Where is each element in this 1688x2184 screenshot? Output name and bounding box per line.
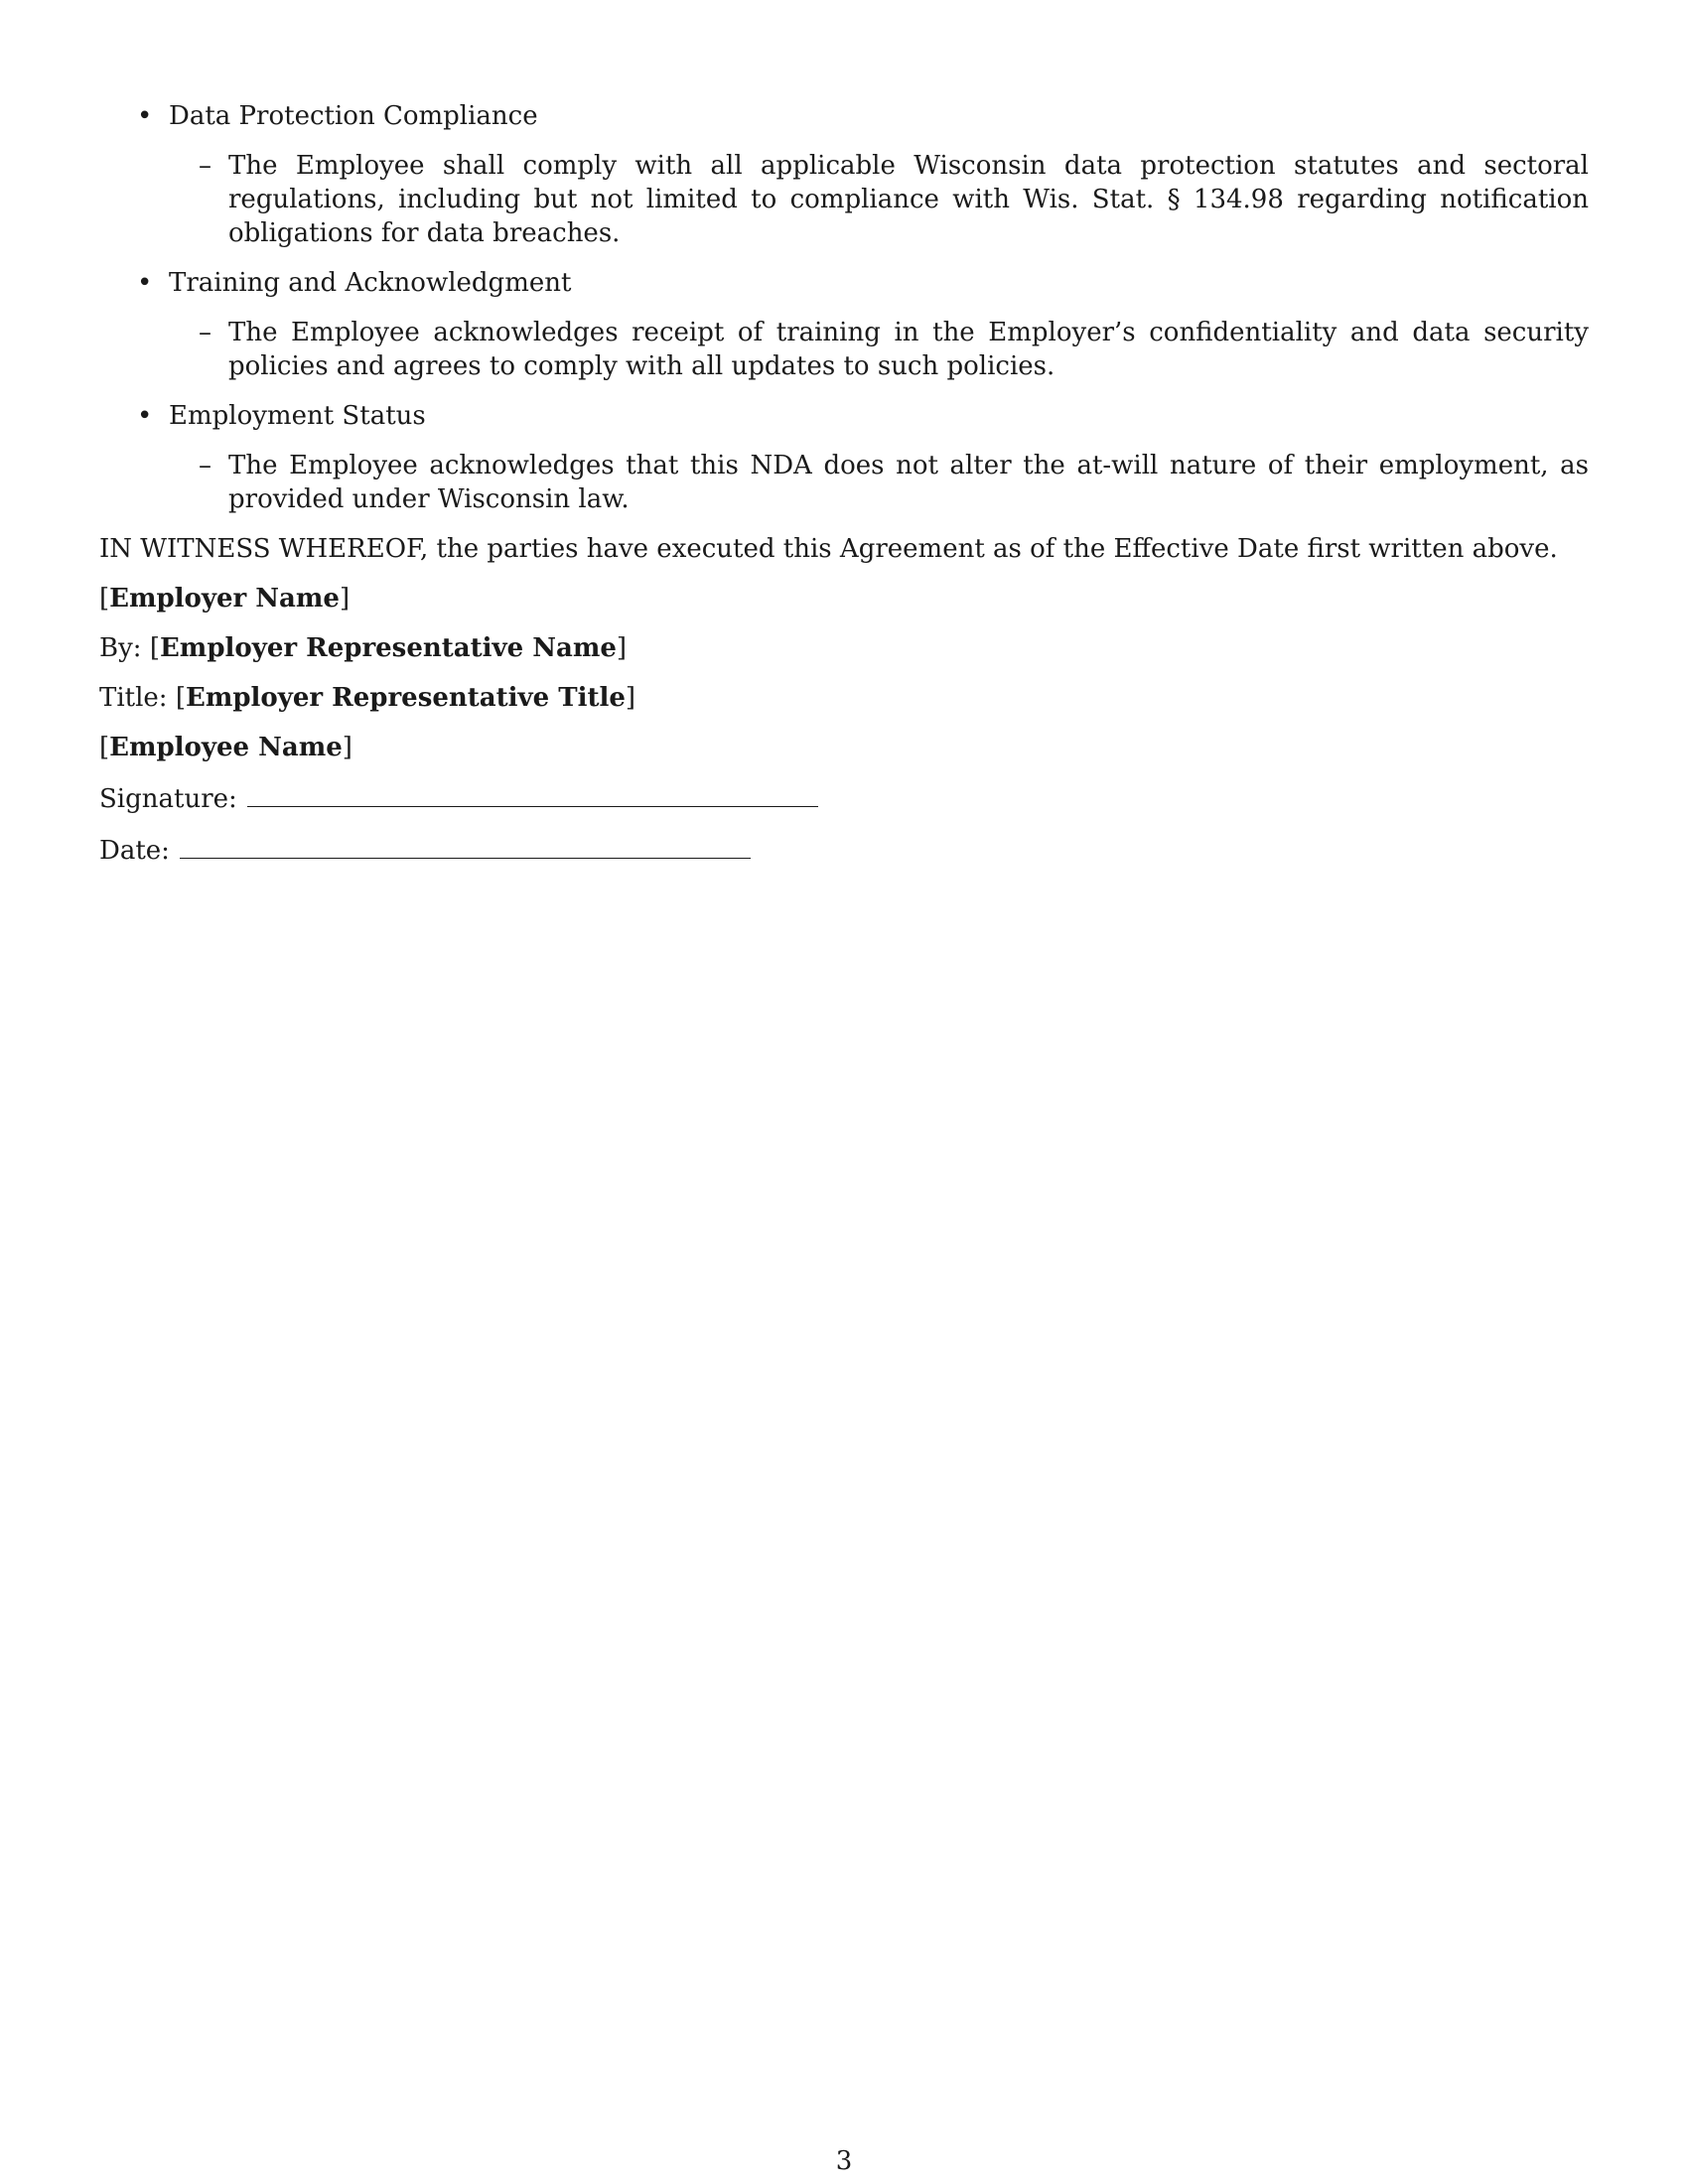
date-blank[interactable] [180, 832, 751, 859]
page-number: 3 [835, 2146, 853, 2176]
section-heading: Training and Acknowledgment [169, 268, 572, 298]
section-training [99, 266, 1589, 300]
signature-label: Signature: [99, 784, 237, 814]
dash-marker: – [199, 151, 211, 181]
employee-name-text: Employee Name [109, 733, 343, 762]
employee-name: [Employee Name] [99, 733, 352, 762]
section-heading: Employment Status [169, 401, 426, 431]
date-label: Date: [99, 836, 170, 866]
signature-line [99, 780, 1589, 816]
representative-title: Employer Representative Title [186, 683, 626, 713]
title-label: Title: [99, 683, 168, 713]
section-body [99, 449, 1589, 516]
employer-by-line: By: [Employer Representative Name] [99, 633, 628, 663]
employer-title-line: Title: [Employer Representative Title] [99, 683, 636, 713]
witness-clause: IN WITNESS WHEREOF, the parties have executed this Agreement as of the Effective Date first written above. [99, 534, 1558, 564]
section-text: The Employee shall comply with all applicable Wisconsin data protection statutes and sectoral regulations, including but not limited to compliance with Wis. Stat. § 134.98 regarding notification obligations for data breaches. [228, 151, 1589, 248]
bullet-marker: • [137, 101, 153, 131]
section-data-protection [99, 99, 1589, 133]
section-text: The Employee acknowledges receipt of training in the Employer’s confidentiality and data security policies and agrees to comply with all updates to such policies. [228, 318, 1589, 381]
employer-name: [Employer Name] [99, 584, 351, 614]
section-heading: Data Protection Compliance [169, 101, 538, 131]
section-body [99, 316, 1589, 383]
section-text: The Employee acknowledges that this NDA does not alter the at-will nature of their employment, as provided under Wisconsin law. [228, 451, 1589, 514]
representative-name: Employer Representative Name [159, 633, 617, 663]
employer-name-text: Employer Name [109, 584, 340, 614]
section-body [99, 149, 1589, 250]
by-label: By: [99, 633, 142, 663]
section-employment-status [99, 399, 1589, 433]
document-page [99, 99, 1589, 868]
bullet-marker: • [137, 268, 153, 298]
bullet-marker: • [137, 401, 153, 431]
dash-marker: – [199, 318, 211, 347]
date-line [99, 832, 1589, 868]
dash-marker: – [199, 451, 211, 480]
signature-blank[interactable] [247, 780, 818, 807]
